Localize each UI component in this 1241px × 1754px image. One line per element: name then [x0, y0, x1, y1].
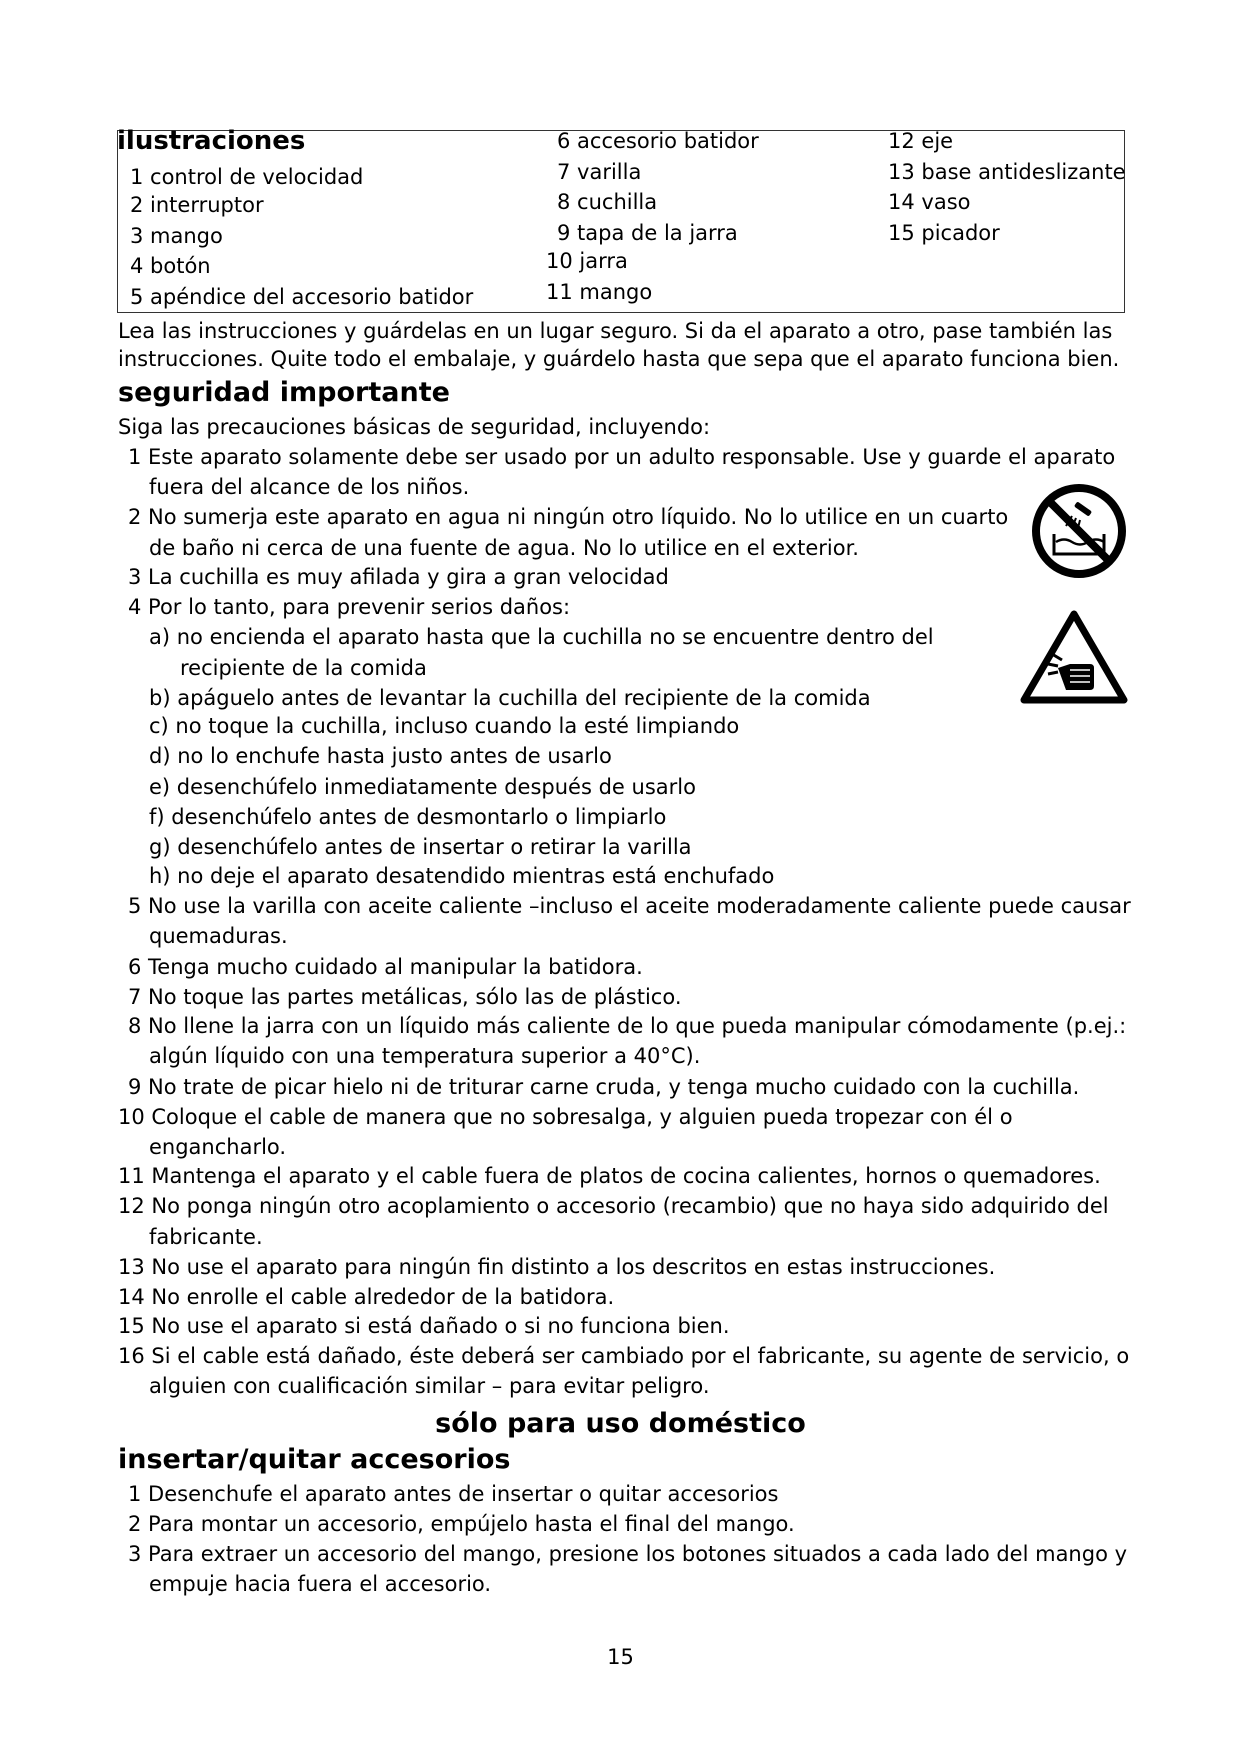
illustration-item: 12 eje	[888, 129, 954, 153]
no-water-immersion-icon	[1030, 482, 1128, 580]
safety-line: 10 Coloque el cable de manera que no sobresalga, y alguien pueda tropezar con él o	[118, 1105, 1013, 1129]
illustration-item: 15 picador	[888, 221, 1000, 245]
safety-line: 5 No use la varilla con aceite caliente –incluso el aceite moderadamente caliente puede causar	[128, 894, 1131, 918]
illustration-item: 3 mango	[130, 224, 223, 248]
illustration-item: 5 apéndice del accesorio batidor	[130, 285, 474, 309]
accessories-heading: insertar/quitar accesorios	[118, 1444, 511, 1475]
safety-line: b) apáguelo antes de levantar la cuchilla del recipiente de la comida	[149, 686, 871, 710]
safety-line: d) no lo enchufe hasta justo antes de usarlo	[149, 744, 612, 768]
illustrations-title: ilustraciones	[117, 126, 306, 156]
safety-line: h) no deje el aparato desatendido mientras está enchufado	[149, 864, 775, 888]
safety-line: 12 No ponga ningún otro acoplamiento o accesorio (recambio) que no haya sido adquirido del	[118, 1194, 1109, 1218]
accessories-line: 3 Para extraer un accesorio del mango, presione los botones situados a cada lado del mango y	[128, 1542, 1128, 1566]
sharp-blade-warning-icon	[1018, 608, 1130, 706]
domestic-use-heading: sólo para uso doméstico	[435, 1408, 806, 1439]
illustration-item: 6 accesorio batidor	[557, 129, 759, 153]
accessories-line: empuje hacia fuera el accesorio.	[149, 1572, 492, 1596]
safety-line: 8 No llene la jarra con un líquido más caliente de lo que pueda manipular cómodamente (p.ej.:	[128, 1014, 1127, 1038]
illustration-item: 10 jarra	[546, 249, 628, 273]
safety-line: 15 No use el aparato si está dañado o si no funciona bien.	[118, 1314, 730, 1338]
illustration-item: 11 mango	[546, 280, 653, 304]
safety-line: 2 No sumerja este aparato en agua ni ningún otro líquido. No lo utilice en un cuarto	[128, 505, 1009, 529]
safety-line: 14 No enrolle el cable alrededor de la batidora.	[118, 1285, 615, 1309]
intro-line: instrucciones. Quite todo el embalaje, y guárdelo hasta que sepa que el aparato funciona bien.	[118, 347, 1120, 371]
safety-line: 9 No trate de picar hielo ni de triturar carne cruda, y tenga mucho cuidado con la cuchilla.	[128, 1075, 1080, 1099]
illustration-item: 14 vaso	[888, 190, 971, 214]
safety-line: fabricante.	[149, 1225, 263, 1249]
safety-heading: seguridad importante	[118, 377, 450, 408]
safety-line: 13 No use el aparato para ningún fin distinto a los descritos en estas instrucciones.	[118, 1255, 996, 1279]
safety-line: a) no encienda el aparato hasta que la cuchilla no se encuentre dentro del	[149, 625, 934, 649]
illustration-item: 13 base antideslizante	[888, 160, 1126, 184]
safety-line: recipiente de la comida	[180, 656, 427, 680]
accessories-line: 2 Para montar un accesorio, empújelo hasta el final del mango.	[128, 1512, 795, 1536]
illustration-item: 9 tapa de la jarra	[557, 221, 738, 245]
illustration-item: 1 control de velocidad	[130, 165, 364, 189]
accessories-line: 1 Desenchufe el aparato antes de insertar o quitar accesorios	[128, 1482, 779, 1506]
safety-line: 1 Este aparato solamente debe ser usado por un adulto responsable. Use y guarde el aparato	[128, 445, 1116, 469]
safety-line: 4 Por lo tanto, para prevenir serios daños:	[128, 595, 571, 619]
illustration-item: 8 cuchilla	[557, 190, 658, 214]
illustration-item: 4 botón	[130, 254, 211, 278]
safety-line: 11 Mantenga el aparato y el cable fuera de platos de cocina calientes, hornos o quemadores.	[118, 1164, 1101, 1188]
safety-line: 3 La cuchilla es muy afilada y gira a gran velocidad	[128, 565, 669, 589]
safety-lead: Siga las precauciones básicas de seguridad, incluyendo:	[118, 415, 711, 439]
safety-line: alguien con cualificación similar – para evitar peligro.	[149, 1374, 710, 1398]
intro-line: Lea las instrucciones y guárdelas en un lugar seguro. Si da el aparato a otro, pase también las	[118, 319, 1113, 343]
safety-line: quemaduras.	[149, 924, 288, 948]
safety-line: algún líquido con una temperatura superior a 40°C).	[149, 1044, 701, 1068]
illustration-item: 2 interruptor	[130, 193, 264, 217]
safety-line: c) no toque la cuchilla, incluso cuando la esté limpiando	[149, 714, 740, 738]
safety-line: 7 No toque las partes metálicas, sólo las de plástico.	[128, 985, 682, 1009]
safety-line: g) desenchúfelo antes de insertar o retirar la varilla	[149, 835, 692, 859]
safety-line: fuera del alcance de los niños.	[149, 475, 470, 499]
illustration-item: 7 varilla	[557, 160, 642, 184]
safety-line: e) desenchúfelo inmediatamente después de usarlo	[149, 775, 696, 799]
safety-line: 6 Tenga mucho cuidado al manipular la batidora.	[128, 955, 643, 979]
page-number: 15	[607, 1645, 634, 1669]
safety-line: f) desenchúfelo antes de desmontarlo o limpiarlo	[149, 805, 667, 829]
safety-line: 16 Si el cable está dañado, éste deberá ser cambiado por el fabricante, su agente de servicio, o	[118, 1344, 1130, 1368]
safety-line: de baño ni cerca de una fuente de agua. No lo utilice en el exterior.	[149, 536, 859, 560]
safety-line: engancharlo.	[149, 1135, 287, 1159]
